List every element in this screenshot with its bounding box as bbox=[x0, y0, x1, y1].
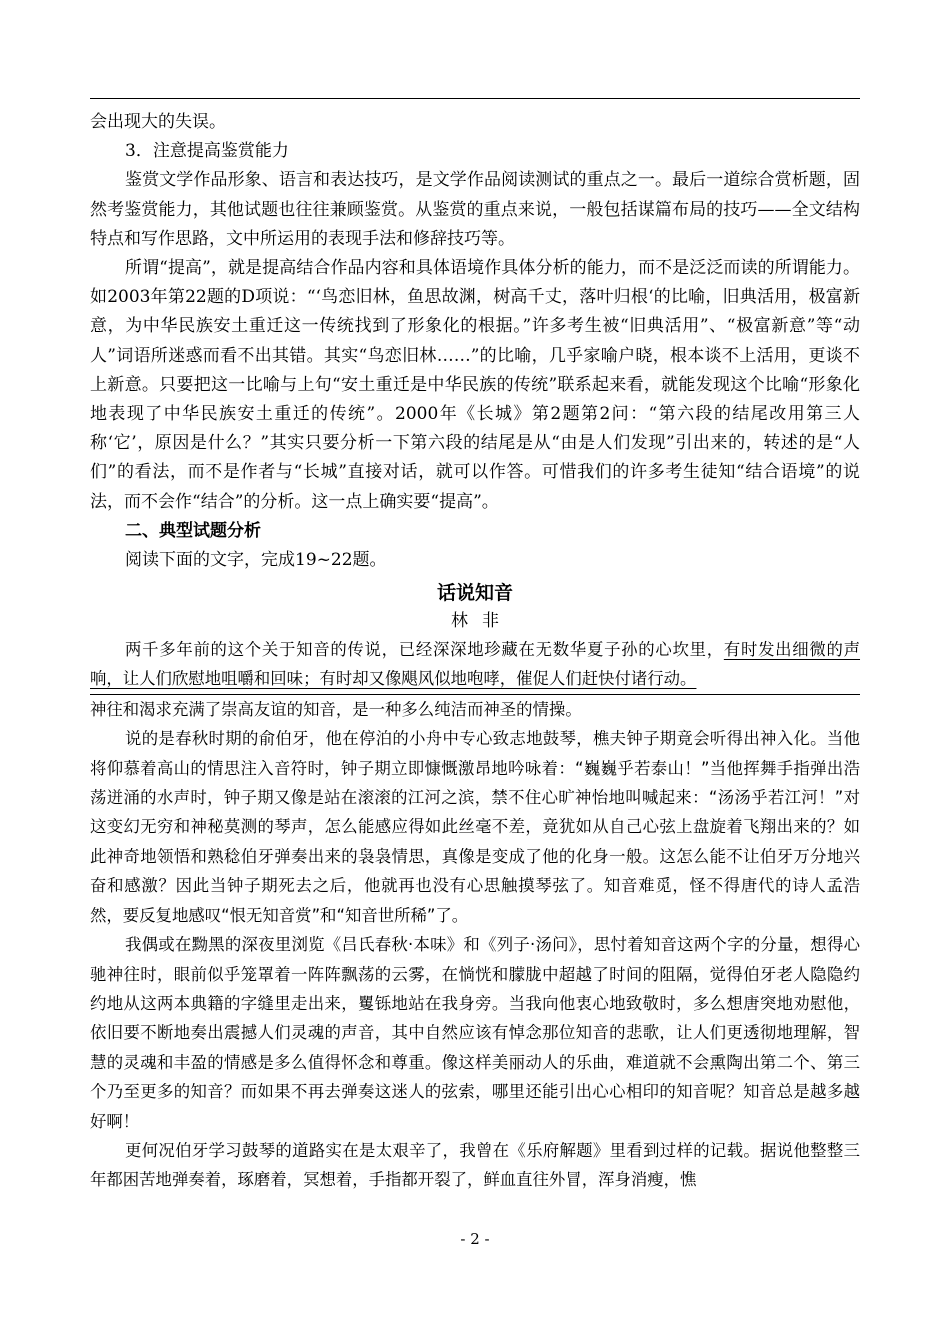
p1-text-before: 两千多年前的这个关于知音的传说，已经深深地珍藏在无数华夏子孙的心坎里， bbox=[125, 640, 724, 660]
p1-continuation: 神往和渴求充满了崇高友谊的知音，是一种多么纯洁而神圣的情操。 bbox=[90, 699, 582, 719]
point3-heading: 3．注意提高鉴赏能力 bbox=[125, 141, 289, 162]
p1-underlined-sentence: 有时发出细微的声响，让人们欣慰地咀嚼和回味；有时却又像飓风似地咆哮，催促人们赶快付诸行动。 bbox=[90, 640, 861, 689]
passage-paragraph-1 bbox=[90, 635, 860, 694]
passage-paragraph-3: 我偶或在黝黑的深夜里浏览《吕氏春秋·本味》和《列子·汤问》，思忖着知音这两个字的分量，想得心驰神往时，眼前似乎笼罩着一阵阵飘荡的云雾，在惝恍和朦胧中超越了时间的阻隔，觉得伯牙老人隐隐约约地从这两本典籍的字缝里走出来，矍铄地站在我身旁。当我向他衷心地致敬时，多么想唐突地劝慰他，依旧要不断地奏出震撼人们灵魂的声音，其中自然应该有悼念那位知音的悲歌，让人们更透彻地理解，智慧的灵魂和丰盈的情感是多么值得怀念和尊重。像这样美丽动人的乐曲，难道就不会熏陶出第二个、第三个乃至更多的知音？而如果不再去弹奏这迷人的弦索，哪里还能引出心心相印的知音呢？知音总是越多越好啊！ bbox=[90, 935, 860, 1131]
continuation-text: 会出现大的失误。 bbox=[90, 112, 226, 132]
passage-author: 林非 bbox=[451, 611, 513, 632]
passage-title: 话说知音 bbox=[436, 582, 513, 605]
page-content bbox=[90, 108, 860, 1195]
passage-paragraph-2: 说的是春秋时期的俞伯牙，他在停泊的小舟中专心致志地鼓琴，樵夫钟子期竟会听得出神入化。当他将仰慕着高山的情思注入音符时，钟子期立即慷慨激昂地吟咏着：“巍巍乎若泰山！”当他挥舞手指弹出浩荡迸涌的水声时，钟子期又像是站在滚滚的江河之滨，禁不住心旷神怡地叫喊起来：“汤汤乎若江河！”对这变幻无穷和神秘莫测的琴声，怎么能感应得如此丝毫不差，竟犹如从自己心弦上盘旋着飞翔出来的？如此神奇地领悟和熟稔伯牙弹奏出来的袅袅情思，真像是变成了他的化身一般。这怎么能不让伯牙万分地兴奋和感激？因此当钟子期死去之后，他就再也没有心思触摸琴弦了。知音难觅，怪不得唐代的诗人孟浩然，要反复地感叹“恨无知音赏”和“知音世所稀”了。 bbox=[90, 729, 860, 925]
section2-heading: 二、典型试题分析 bbox=[125, 520, 261, 541]
passage-paragraph-4: 更何况伯牙学习鼓琴的道路实在是太艰辛了，我曾在《乐府解题》里看到过样的记载。据说他整整三年都困苦地弹奏着，琢磨着，冥想着，手指都开裂了，鲜血直往外冒，浑身消瘦，憔 bbox=[90, 1140, 860, 1190]
header-rule bbox=[90, 98, 860, 99]
improve-paragraph: 所谓“提高”，就是提高结合作品内容和具体语境作具体分析的能力，而不是泛泛而读的所谓能力。如2003年第22题的D项说：“‘鸟恋旧林，鱼思故渊，树高千丈，落叶归根‘的比喻，旧典活用，极富新意，为中华民族安土重迁这一传统找到了形象化的根据。”许多考生被“旧典活用”、“极富新意”等“动人”词语所迷惑而看不出其错。其实“鸟恋旧林……”的比喻，几乎家喻户晓，根本谈不上活用，更谈不上新意。只要把这一比喻与上句“安土重迁是中华民族的传统”联系起来看，就能发现这个比喻“形象化地表现了中华民族安土重迁的传统”。2000年《长城》第2题第2问：“第六段的结尾改用第三人称‘它’，原因是什么？”其实只要分析一下第六段的结尾是从“由是人们发现”引出来的，转述的是“人们”的看法，而不是作者与“长城”直接对话，就可以作答。可惜我们的许多考生徒知“结合语境”的说法，而不会作“结合”的分析。这一点上确实要“提高”。 bbox=[90, 258, 860, 512]
reading-instruction: 阅读下面的文字，完成19~22题。 bbox=[125, 549, 387, 570]
page-number: - 2 - bbox=[460, 1230, 490, 1248]
appreciation-paragraph: 鉴赏文学作品形象、语言和表达技巧，是文学作品阅读测试的重点之一。最后一道综合赏析题，固然考鉴赏能力，其他试题也往往兼顾鉴赏。从鉴赏的重点来说，一般包括谋篇布局的技巧——全文结构特点和写作思路，文中所运用的表现手法和修辞技巧等。 bbox=[90, 170, 860, 249]
